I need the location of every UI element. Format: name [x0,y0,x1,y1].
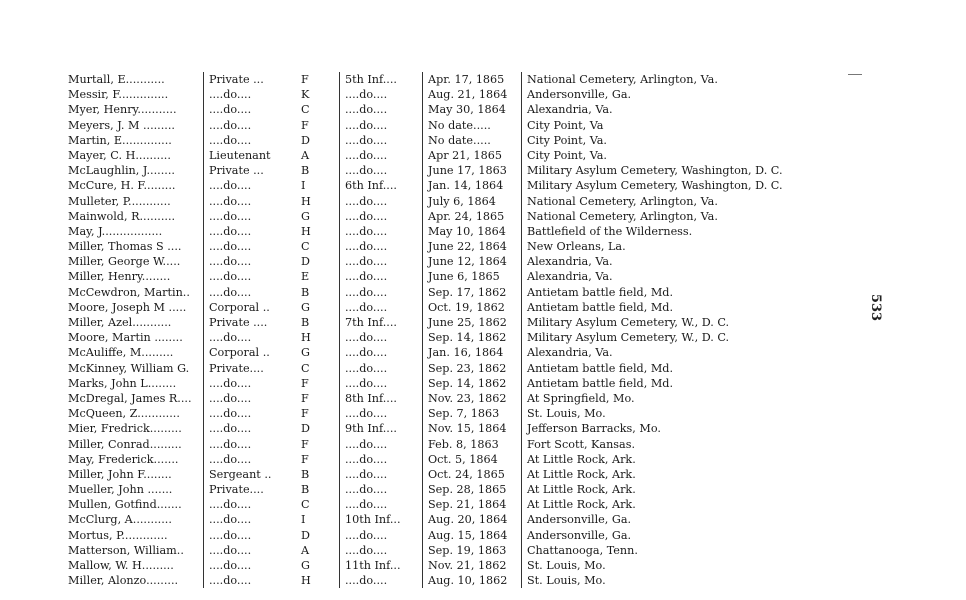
soldier-name-cell: McAuliffe, M......... [68,346,174,360]
burial-place-cell: Antietam battle field, Md. [521,285,813,300]
regiment-cell: ....do.... [339,528,422,543]
rank-cell: ....do.... [203,102,279,117]
burial-place-cell: National Cemetery, Arlington, Va. [521,209,813,224]
table-row [68,209,813,224]
death-date-cell: Aug. 15, 1864 [422,528,521,543]
regiment-cell: ....do.... [339,133,422,148]
company-cell: F [301,407,309,421]
burial-place-cell: Military Asylum Cemetery, W., D. C. [521,315,813,330]
burial-place-cell: Alexandria, Va. [521,102,813,117]
regiment-cell: ....do.... [339,87,422,102]
table-row [68,300,813,315]
burial-place-cell: National Cemetery, Arlington, Va. [521,194,813,209]
company-cell: C [301,498,310,512]
burial-place-cell: Andersonville, Ga. [521,512,813,527]
soldier-name-cell: McDregal, James R.... [68,391,192,405]
soldier-name-cell: Martin, E.............. [68,133,172,147]
soldier-name-cell: Myer, Henry........... [68,103,177,117]
table-row [68,178,813,193]
company-cell: D [301,133,310,147]
soldier-name-cell: Miller, Azel........... [68,316,172,329]
company-cell: B [301,483,310,497]
death-date-cell: Sep. 19, 1863 [422,543,521,558]
burial-place-cell: Alexandria, Va. [521,345,813,360]
burial-place-cell: St. Louis, Mo. [521,406,813,421]
rank-cell: ....do.... [203,391,279,406]
burial-place-cell: Chattanooga, Tenn. [521,543,813,558]
rank-cell: ....do.... [203,330,279,345]
company-cell: D [301,422,310,436]
table-row [68,269,813,284]
death-date-cell: No date..... [422,133,521,148]
burial-place-cell: Alexandria, Va. [521,269,813,284]
table-row [68,497,813,512]
regiment-cell: ....do.... [339,376,422,391]
rank-cell: ....do.... [203,254,279,269]
table-row [68,163,813,178]
rank-cell: Corporal .. [203,300,279,315]
table-row [68,543,813,558]
table-row [68,148,813,163]
soldier-name-cell: Mortus, P............. [68,528,168,542]
table-row [68,437,813,452]
death-date-cell: June 6, 1865 [422,269,521,284]
rank-cell: ....do.... [203,497,279,512]
company-cell: B [301,285,310,299]
rank-cell: ....do.... [203,133,279,148]
death-date-cell: June 25, 1862 [422,315,521,330]
death-date-cell: June 12, 1864 [422,254,521,269]
regiment-cell: ....do.... [339,467,422,482]
regiment-cell: 7th Inf.... [339,315,422,330]
soldier-name-cell: Messir, F.............. [68,88,169,102]
death-date-cell: Oct. 19, 1862 [422,300,521,315]
soldier-name-cell: McCure, H. F......... [68,179,176,193]
company-cell: G [301,300,310,314]
regiment-cell: ....do.... [339,118,422,133]
death-date-cell: Apr. 24, 1865 [422,209,521,224]
table-row [68,558,813,573]
burial-place-cell: Military Asylum Cemetery, W., D. C. [521,330,813,345]
regiment-cell: 8th Inf.... [339,391,422,406]
rank-cell: ....do.... [203,269,279,284]
death-date-cell: Sep. 21, 1864 [422,497,521,512]
burial-place-cell: Alexandria, Va. [521,254,813,269]
soldier-name-cell: Moore, Joseph M ..... [68,300,187,314]
soldier-name-cell: Mallow, W. H......... [68,559,174,572]
regiment-cell: ....do.... [339,102,422,117]
rank-cell: Private ... [203,72,279,87]
burial-place-cell: Andersonville, Ga. [521,87,813,102]
table-row [68,118,813,133]
burial-place-cell: At Little Rock, Ark. [521,482,813,497]
table-row [68,376,813,391]
death-date-cell: June 17, 1863 [422,163,521,178]
rank-cell: Private.... [203,361,279,376]
table-row [68,482,813,497]
soldier-name-cell: Mier, Fredrick......... [68,422,182,436]
rank-cell: Lieutenant [203,148,279,163]
rank-cell: ....do.... [203,224,279,239]
burial-place-cell: At Little Rock, Ark. [521,497,813,512]
regiment-cell: ....do.... [339,269,422,284]
rank-cell: ....do.... [203,209,279,224]
regiment-cell: ....do.... [339,437,422,452]
burial-register-table [68,72,813,588]
table-row [68,406,813,421]
rank-cell: ....do.... [203,87,279,102]
burial-place-cell: City Point, Va. [521,148,813,163]
soldier-name-cell: Mueller, John ....... [68,483,173,497]
death-date-cell: Sep. 7, 1863 [422,406,521,421]
rank-cell: ....do.... [203,512,279,527]
death-date-cell: Nov. 21, 1862 [422,558,521,573]
regiment-cell: ....do.... [339,573,422,588]
death-date-cell: No date..... [422,118,521,133]
death-date-cell: July 6, 1864 [422,194,521,209]
death-date-cell: Sep. 17, 1862 [422,285,521,300]
soldier-name-cell: Marks, John L........ [68,376,177,390]
regiment-cell: ....do.... [339,361,422,376]
burial-place-cell: At Springfield, Mo. [521,391,813,406]
soldier-name-cell: Mainwold, R.......... [68,209,176,223]
regiment-cell: ....do.... [339,345,422,360]
rank-cell: Private .... [203,315,279,330]
burial-place-cell: Andersonville, Ga. [521,528,813,543]
death-date-cell: Nov. 15, 1864 [422,421,521,436]
soldier-name-cell: McKinney, William G. [68,361,190,375]
table-row [68,133,813,148]
company-cell: B [301,467,310,481]
death-date-cell: Oct. 24, 1865 [422,467,521,482]
table-row [68,345,813,360]
burial-place-cell: Military Asylum Cemetery, Washington, D. C. [521,163,813,178]
rank-cell: ....do.... [203,178,279,193]
burial-place-cell: Fort Scott, Kansas. [521,437,813,452]
table-row [68,285,813,300]
burial-place-cell: New Orleans, La. [521,239,813,254]
margin-mark [848,74,862,75]
table-row [68,467,813,482]
table-row [68,573,813,588]
company-cell: G [301,559,310,572]
rank-cell: ....do.... [203,376,279,391]
regiment-cell: ....do.... [339,163,422,178]
company-cell: F [301,73,309,86]
table-row [68,72,813,87]
rank-cell: Private ... [203,163,279,178]
soldier-name-cell: Moore, Martin ........ [68,331,183,345]
death-date-cell: May 10, 1864 [422,224,521,239]
death-date-cell: Aug. 10, 1862 [422,573,521,588]
page-number: 533 [868,293,884,322]
death-date-cell: Nov. 23, 1862 [422,391,521,406]
company-cell: A [301,543,310,557]
rank-cell: ....do.... [203,285,279,300]
table-row [68,330,813,345]
company-cell: B [301,164,310,178]
burial-place-cell: Antietam battle field, Md. [521,361,813,376]
company-cell: I [301,179,306,193]
burial-place-cell: City Point, Va [521,118,813,133]
table-row [68,421,813,436]
rank-cell: Private.... [203,482,279,497]
regiment-cell: ....do.... [339,497,422,512]
soldier-name-cell: May, J................. [68,224,163,238]
company-cell: I [301,513,306,527]
soldier-name-cell: Miller, John F........ [68,467,172,481]
company-cell: B [301,316,310,329]
table-row [68,528,813,543]
table-row [68,512,813,527]
rank-cell: ....do.... [203,452,279,467]
soldier-name-cell: May, Frederick....... [68,452,179,466]
rank-cell: ....do.... [203,528,279,543]
death-date-cell: Sep. 23, 1862 [422,361,521,376]
death-date-cell: June 22, 1864 [422,239,521,254]
soldier-name-cell: Miller, Alonzo......... [68,574,179,588]
regiment-cell: ....do.... [339,285,422,300]
burial-place-cell: Military Asylum Cemetery, Washington, D. C. [521,178,813,193]
regiment-cell: ....do.... [339,300,422,315]
regiment-cell: ....do.... [339,194,422,209]
regiment-cell: 5th Inf.... [339,72,422,87]
burial-place-cell: At Little Rock, Ark. [521,467,813,482]
rank-cell: ....do.... [203,194,279,209]
regiment-cell: ....do.... [339,330,422,345]
table-row [68,87,813,102]
rank-cell: ....do.... [203,558,279,573]
company-cell: H [301,224,311,238]
soldier-name-cell: Miller, Thomas S .... [68,240,182,254]
soldier-name-cell: Mullen, Gotfind....... [68,498,182,512]
table-row [68,239,813,254]
death-date-cell: Sep. 14, 1862 [422,330,521,345]
soldier-name-cell: Miller, George W..... [68,255,181,269]
company-cell: F [301,437,309,451]
regiment-cell: 10th Inf... [339,512,422,527]
burial-place-cell: Battlefield of the Wilderness. [521,224,813,239]
death-date-cell: Jan. 16, 1864 [422,345,521,360]
company-cell: A [301,148,310,162]
rank-cell: ....do.... [203,437,279,452]
company-cell: E [301,270,310,284]
regiment-cell: ....do.... [339,482,422,497]
regiment-cell: ....do.... [339,209,422,224]
company-cell: F [301,391,309,405]
company-cell: F [301,452,309,466]
soldier-name-cell: Mulleter, P............ [68,194,171,208]
regiment-cell: ....do.... [339,452,422,467]
company-cell: F [301,376,309,390]
soldier-name-cell: Meyers, J. M ......... [68,118,175,132]
rank-cell: ....do.... [203,421,279,436]
company-cell: G [301,209,310,223]
death-date-cell: Jan. 14, 1864 [422,178,521,193]
company-cell: D [301,255,310,269]
table-row [68,361,813,376]
regiment-cell: ....do.... [339,254,422,269]
table-row [68,391,813,406]
regiment-cell: ....do.... [339,543,422,558]
company-cell: C [301,103,310,117]
table-row [68,102,813,117]
death-date-cell: Sep. 14, 1862 [422,376,521,391]
death-date-cell: Aug. 20, 1864 [422,512,521,527]
death-date-cell: Apr. 17, 1865 [422,72,521,87]
burial-place-cell: Antietam battle field, Md. [521,376,813,391]
regiment-cell: ....do.... [339,224,422,239]
regiment-cell: ....do.... [339,239,422,254]
burial-place-cell: City Point, Va. [521,133,813,148]
regiment-cell: 6th Inf.... [339,178,422,193]
soldier-name-cell: McClurg, A........... [68,513,172,527]
rank-cell: ....do.... [203,406,279,421]
company-cell: H [301,574,311,588]
soldier-name-cell: Miller, Henry........ [68,270,171,284]
company-cell: C [301,361,310,375]
rank-cell: Corporal .. [203,345,279,360]
burial-place-cell: At Little Rock, Ark. [521,452,813,467]
burial-place-cell: Antietam battle field, Md. [521,300,813,315]
soldier-name-cell: Murtall, E........... [68,73,165,86]
rank-cell: ....do.... [203,543,279,558]
death-date-cell: Oct. 5, 1864 [422,452,521,467]
company-cell: G [301,346,310,360]
soldier-name-cell: Matterson, William.. [68,543,184,557]
soldier-name-cell: McCewdron, Martin.. [68,285,190,299]
burial-place-cell: National Cemetery, Arlington, Va. [521,72,813,87]
company-cell: K [301,88,310,102]
death-date-cell: Apr 21, 1865 [422,148,521,163]
soldier-name-cell: Miller, Conrad......... [68,437,182,451]
death-date-cell: Sep. 28, 1865 [422,482,521,497]
company-cell: C [301,240,310,254]
table-row [68,194,813,209]
soldier-name-cell: McQueen, Z............ [68,407,180,421]
death-date-cell: Feb. 8, 1863 [422,437,521,452]
burial-place-cell: St. Louis, Mo. [521,558,813,573]
rank-cell: ....do.... [203,573,279,588]
burial-place-cell: Jefferson Barracks, Mo. [521,421,813,436]
rank-cell: Sergeant .. [203,467,279,482]
rank-cell: ....do.... [203,118,279,133]
rank-cell: ....do.... [203,239,279,254]
soldier-name-cell: Mayer, C. H.......... [68,148,171,162]
regiment-cell: 9th Inf.... [339,421,422,436]
death-date-cell: May 30, 1864 [422,102,521,117]
company-cell: F [301,118,309,132]
burial-place-cell: St. Louis, Mo. [521,573,813,588]
table-row [68,224,813,239]
company-cell: D [301,528,310,542]
death-date-cell: Aug. 21, 1864 [422,87,521,102]
soldier-name-cell: McLaughlin, J........ [68,164,175,178]
regiment-cell: ....do.... [339,406,422,421]
regiment-cell: ....do.... [339,148,422,163]
table-row [68,315,813,330]
table-row [68,452,813,467]
company-cell: H [301,194,311,208]
regiment-cell: 11th Inf... [339,558,422,573]
table-row [68,254,813,269]
company-cell: H [301,331,311,345]
